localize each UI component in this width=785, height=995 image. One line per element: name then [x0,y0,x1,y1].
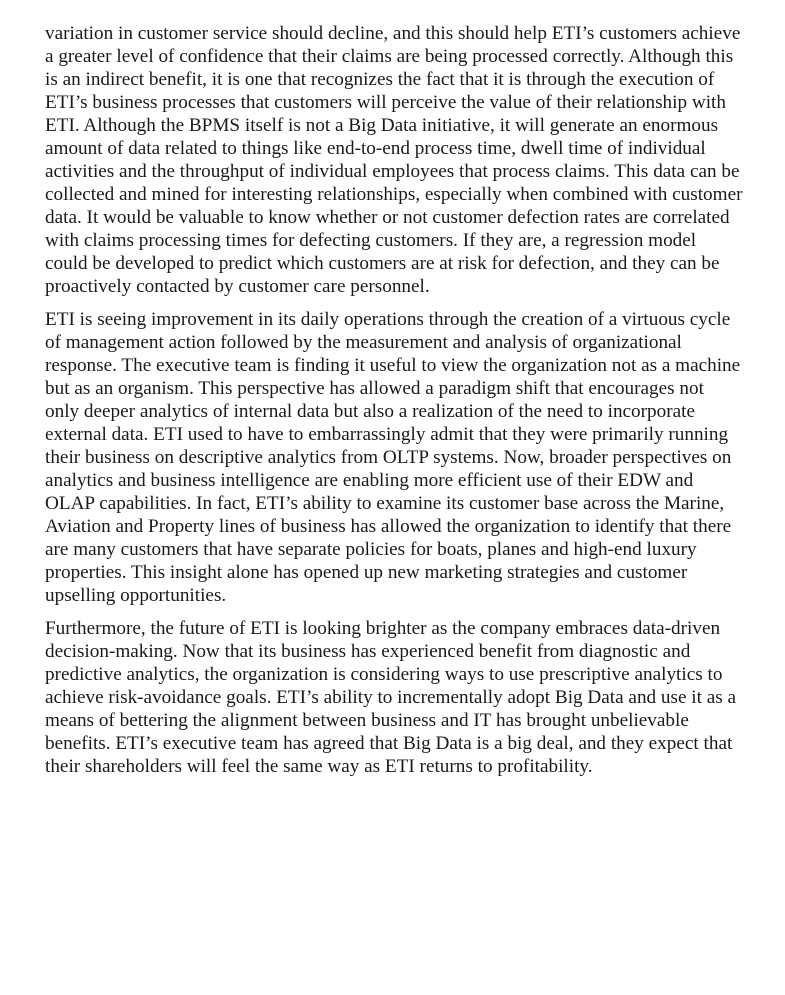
paragraph-customer-service: variation in customer service should decline, and this should help ETI’s customers achieve a greater level of confidence that their claims are being processed correctly. Although this is an indirect benefit, it is one that recognizes the fact that it is through the execution of ETI’s business processes that customers will perceive the value of their relationship with ETI. Although the BPMS itself is not a Big Data initiative, it will generate an enormous amount of data related to things like end-to-end process time, dwell time of individual activities and the throughput of individual employees that process claims. This data can be collected and mined for interesting relationships, especially when combined with customer data. It would be valuable to know whether or not customer defection rates are correlated with claims processing times for defecting customers. If they are, a regression model could be developed to predict which customers are at risk for defection, and they can be proactively contacted by customer care personnel. [45,23,743,297]
paragraph-daily-operations: ETI is seeing improvement in its daily operations through the creation of a virtuous cycle of management action followed by the measurement and analysis of organizational response. The executive team is finding it useful to view the organization not as a machine but as an organism. This perspective has allowed a paradigm shift that encourages not only deeper analytics of internal data but also a realization of the need to incorporate external data. ETI used to have to embarrassingly admit that they were primarily running their business on descriptive analytics from OLTP systems. Now, broader perspectives on analytics and business intelligence are enabling more efficient use of their EDW and OLAP capabilities. In fact, ETI’s ability to examine its customer base across the Marine, Aviation and Property lines of business has allowed the organization to identify that there are many customers that have separate policies for boats, planes and high-end luxury properties. This insight alone has opened up new marketing strategies and customer upselling opportunities. [45,309,741,606]
document-body [45,22,785,788]
paragraph-future-of-eti: Furthermore, the future of ETI is looking brighter as the company embraces data-driven decision-making. Now that its business has experienced benefit from diagnostic and predictive analytics, the organization is considering ways to use prescriptive analytics to achieve risk-avoidance goals. ETI’s ability to incrementally adopt Big Data and use it as a means of bettering the alignment between business and IT has brought unbelievable benefits. ETI’s executive team has agreed that Big Data is a big deal, and they expect that their shareholders will feel the same way as ETI returns to profitability. [45,618,737,777]
